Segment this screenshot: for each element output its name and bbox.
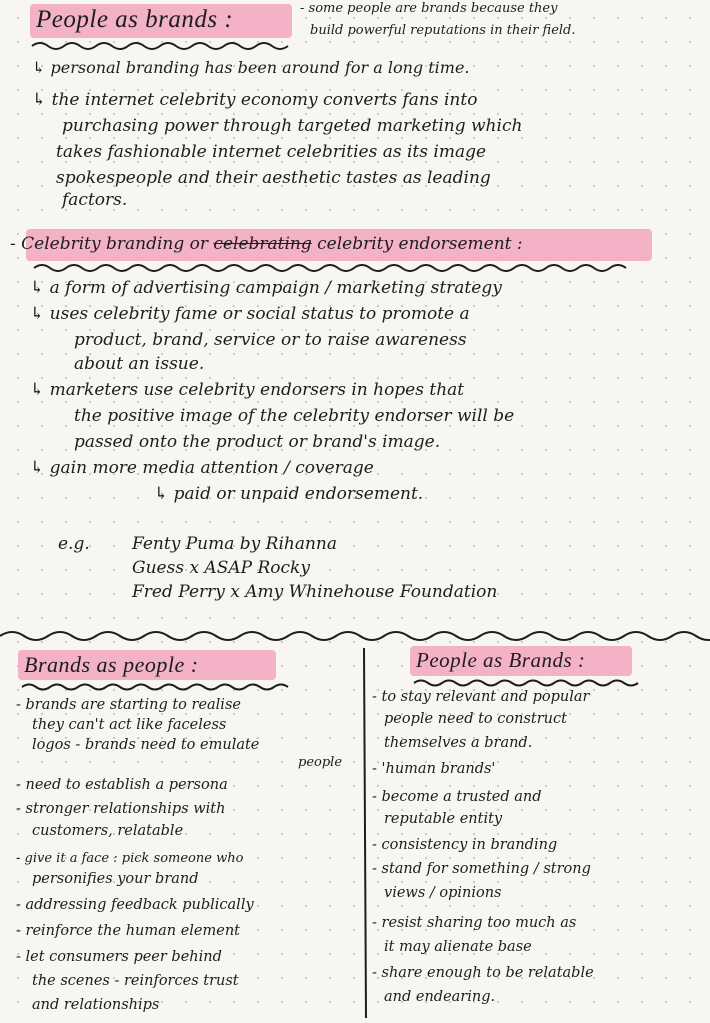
top-line-5: spokespeople and their aesthetic tastes as leading <box>56 168 491 188</box>
wavy-divider <box>0 632 710 640</box>
left-line-6: - stronger relationships with <box>16 801 226 817</box>
middle-line-9: ↳ paid or unpaid endorsement. <box>154 484 424 504</box>
right-line-9: views / opinions <box>384 885 502 901</box>
right-line-11: it may alienate base <box>384 939 532 955</box>
heading-brands-as-people: Brands as people : <box>24 652 199 677</box>
left-line-10: - addressing feedback publically <box>16 897 254 913</box>
top-line-4: takes fashionable internet celebrities as its image <box>56 142 487 162</box>
wavy-underline-left-col <box>22 685 288 690</box>
heading-people-as-brands: People as brands : <box>36 6 234 33</box>
left-line-3: logos - brands need to emulate <box>32 737 260 753</box>
right-line-5: - become a trusted and <box>372 789 542 805</box>
eg-label: e.g. <box>58 534 90 554</box>
right-line-8: - stand for something / strong <box>372 861 591 877</box>
top-line-2: ↳ the internet celebrity economy converts fans into <box>32 90 478 110</box>
top-line-3: purchasing power through targeted marketing which <box>62 116 523 136</box>
heading-note-line-1: - some people are brands because they <box>300 1 558 16</box>
example-1: Fenty Puma by Rihanna <box>132 534 338 554</box>
right-line-12: - share enough to be relatable <box>372 965 594 981</box>
right-line-3: themselves a brand. <box>384 735 533 751</box>
left-line-2: they can't act like faceless <box>32 717 227 733</box>
left-line-5: - need to establish a persona <box>16 777 228 793</box>
wavy-underline-right-col <box>414 681 638 686</box>
right-line-13: and endearing. <box>384 989 496 1005</box>
heading-note-line-2: build powerful reputations in their field. <box>310 23 576 38</box>
right-line-2: people need to construct <box>384 711 567 727</box>
example-3: Fred Perry x Amy Whinehouse Foundation <box>132 582 498 602</box>
left-line-12: - let consumers peer behind <box>16 949 222 965</box>
top-line-1: ↳ personal branding has been around for a long time. <box>32 58 470 77</box>
heading-part-a: Celebrity branding or <box>21 234 214 254</box>
middle-line-6: the positive image of the celebrity endorser will be <box>74 406 515 426</box>
heading-celebrity-branding <box>10 236 523 253</box>
right-line-6: reputable entity <box>384 811 503 827</box>
left-line-7: customers, relatable <box>32 823 184 839</box>
heading-dash: - <box>10 234 22 254</box>
middle-line-4: about an issue. <box>74 354 205 374</box>
middle-line-8: ↳ gain more media attention / coverage <box>30 458 374 478</box>
left-line-13: the scenes - reinforces trust <box>32 973 239 989</box>
middle-line-5: ↳ marketers use celebrity endorsers in hopes that <box>30 380 465 400</box>
left-line-4: people <box>298 755 343 770</box>
top-line-6: factors. <box>62 190 128 210</box>
left-line-14: and relationships <box>32 997 160 1013</box>
middle-line-1: ↳ a form of advertising campaign / marketing strategy <box>30 278 502 298</box>
left-line-1: - brands are starting to realise <box>16 697 241 713</box>
left-line-8: - give it a face : pick someone who <box>16 851 244 866</box>
middle-line-7: passed onto the product or brand's image. <box>74 432 441 452</box>
right-line-1: - to stay relevant and popular <box>372 689 590 705</box>
right-line-7: - consistency in branding <box>372 837 558 853</box>
wavy-underline-middle <box>34 265 626 271</box>
wavy-underline-top <box>32 43 288 49</box>
left-line-9: personifies your brand <box>32 871 199 887</box>
heading-struck-word: celebrating <box>213 234 312 254</box>
example-2: Guess x ASAP Rocky <box>132 558 310 578</box>
middle-line-3: product, brand, service or to raise awareness <box>74 330 467 350</box>
heading-part-b: celebrity endorsement : <box>311 234 523 254</box>
right-line-4: - 'human brands' <box>372 761 496 777</box>
right-line-10: - resist sharing too much as <box>372 915 577 931</box>
left-line-11: - reinforce the human element <box>16 923 241 939</box>
heading-people-as-brands-col: People as Brands : <box>416 648 586 672</box>
middle-line-2: ↳ uses celebrity fame or social status to promote a <box>30 304 470 324</box>
column-divider <box>364 648 366 1018</box>
